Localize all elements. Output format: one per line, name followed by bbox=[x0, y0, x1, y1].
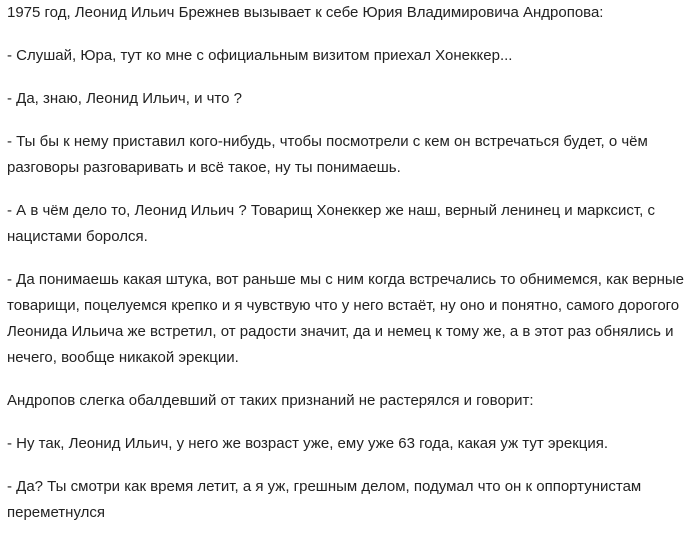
paragraph-dialogue-2: - Да, знаю, Леонид Ильич, и что ? bbox=[7, 90, 242, 107]
paragraph-dialogue-6: - Ну так, Леонид Ильич, у него же возраст уже, ему уже 63 года, какая уж тут эрекция. bbox=[7, 435, 609, 452]
story-text bbox=[7, 0, 697, 543]
paragraph-dialogue-7: - Да? Ты смотри как время летит, а я уж, грешным делом, подумал что он к оппортунистам переметнулся bbox=[7, 478, 642, 521]
paragraph-dialogue-4: - А в чём дело то, Леонид Ильич ? Товарищ Хонеккер же наш, верный ленинец и марксист, с нацистами боролся. bbox=[7, 202, 655, 245]
paragraph-dialogue-3: - Ты бы к нему приставил кого-нибудь, чтобы посмотрели с кем он встречаться будет, о чём разговоры разговаривать и всё такое, ну ты понимаешь. bbox=[7, 133, 648, 176]
paragraph-narration: Андропов слегка обалдевший от таких признаний не растерялся и говорит: bbox=[7, 392, 534, 409]
paragraph-intro: 1975 год, Леонид Ильич Брежнев вызывает к себе Юрия Владимировича Андропова: bbox=[7, 4, 604, 21]
paragraph-dialogue-1: - Слушай, Юра, тут ко мне с официальным визитом приехал Хонеккер... bbox=[7, 47, 513, 64]
paragraph-dialogue-5: - Да понимаешь какая штука, вот раньше мы с ним когда встречались то обнимемся, как верные товарищи, поцелуемся крепко и я чувствую что у него встаёт, ну оно и понятно, самого дорогого Леонида Ильича же встретил, от радости значит, да и немец к тому же, а в этот раз обнялись и нечего, вообще никакой эрекции. bbox=[7, 271, 684, 366]
